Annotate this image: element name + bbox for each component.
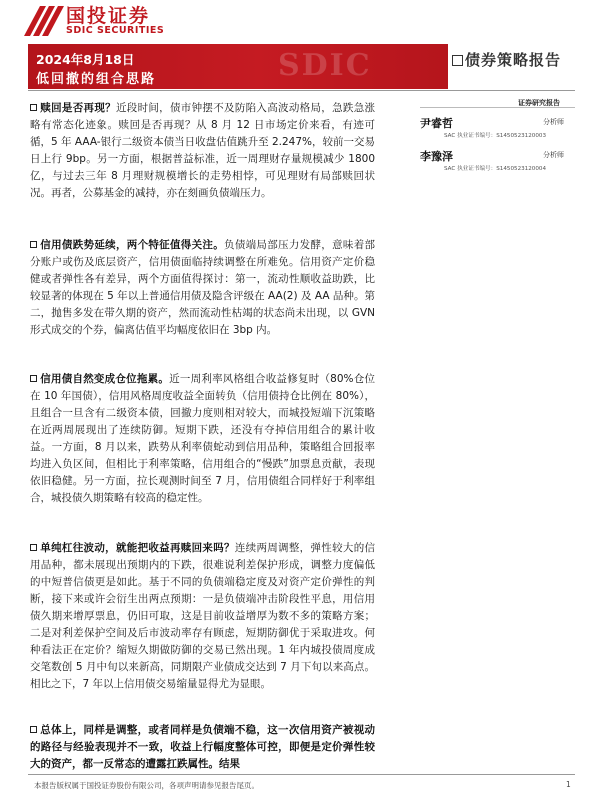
department-label: 证券研究报告: [518, 99, 560, 107]
paragraph-lead: 信用债跌势延续，两个特征值得关注。: [40, 239, 225, 251]
analyst-name: 尹睿哲: [420, 117, 453, 130]
paragraph-text: 近一周利率风格组合收益修复时（80%仓位在 10 年国债），信用风格周度收益全面转负（信用债持仓比例在 80%），且组合一旦含有二级资本债，回撤力度则相对较大，而城投短端下沉策略在近两周展现出了连续防御。短期下跌，还没有夺掉信用组合的累计收益。一方面，8 月以来，跌势从利率债蛇动到信用品种，策略组合回报率均进入负区间，但相比于利率策略，信用组合的“慢跌”加票息贡献，表现依旧稳健。另一方面，拉长观测时间至 7 月，信用债组合同样好于利率组合，城投债久期策略有较高的稳定性。: [30, 373, 376, 504]
logo-stripes-icon: [28, 8, 60, 34]
paragraph: [30, 540, 375, 693]
paragraph-text: 负债端局部压力发酵，意味着部分账户或伤及底层资产，信用债面临持续调整在所难免。信用资产定价稳健或者弹性各有差异，两个方面值得探讨：第一，流动性顺收益助跌，比较显著的体现在 5 年以上普通信用债及隐含评级在 AA(2) 及 AA 品种。第二，抛售多发在带久期的资产，然而流动性枯竭的状态尚未出现，以 GVN 形式成交的个券，偏离估值平均幅度依旧在 3bp 内。: [30, 239, 375, 336]
report-date: 2024年8月18日: [36, 52, 135, 67]
logo-name-en: SDIC SECURITIES: [66, 25, 165, 36]
paragraph: [30, 371, 375, 507]
paragraph-lead: 信用债自然变成仓位拖累。: [40, 373, 170, 385]
analyst-role: 分析师: [543, 151, 564, 159]
bullet-square-icon: [30, 544, 37, 551]
bullet-square-icon: [30, 241, 37, 248]
paragraph-lead: 赎回是否再现？: [40, 102, 116, 114]
report-title: 低回撤的组合思路: [36, 72, 157, 87]
sidebar-divider: [420, 107, 575, 108]
bullet-square-icon: [30, 726, 37, 733]
title-banner: [28, 44, 448, 89]
paragraph-text: 连续两周调整，弹性较大的信用品种，都未展现出预期内的下跌，很难说利差保护形成，调整力度偏低的中短普信债更是如此。基于不同的负债端稳定度及对资产定价弹性的判断，接下来或许会衍生出两点预期：一是负债端冲击阶段性平息，用信用债久期来增厚票息，仍旧可取，这是目前收益增厚为数不多的策略方案；二是对利差保护空间及后市波动率存有顾虑，短期防御优于采取进攻。何种看法正在定价？缩短久期做防御的交易已然出现。1 年内城投债周度成交笔数创 5 月中旬以来新高，同期限产业债成交达到 7 月下旬以来高点。相比之下，7 年以上信用债交易缩量显得尤为显眼。: [30, 542, 376, 690]
report-type-label: 债券策略报告: [465, 51, 562, 69]
analyst-role: 分析师: [543, 118, 564, 126]
analyst-name: 李豫泽: [420, 150, 453, 163]
analyst-cert: SAC 执业证书编号：S1450523120003: [444, 133, 547, 139]
paragraph-text: 近段时间，债市钟摆不及防陷入高波动格局，急跌急涨略有常态化迹象。赎回是否再现？从 8 月 12 日市场定价来看，有迹可循，5 年 AAA-银行二级资本债当日收盘估值跳升至 2.247%，较前一交易日上行 9bp。另一方面，根据普益标准，近一周理财存量规模减少 1800 亿，与过去三年 8 月理财规模增长的走势相悖，可见理财有局部赎回状况。再者，公募基金的减持，亦在刻画负债端压力。: [30, 102, 376, 199]
paragraph-lead: 总体上，同样是调整，或者同样是负债端不稳，这一次信用资产被视动的路径与经验表现并不一致，收益上行幅度整体可控，即便是定价弹性较大的资产，都一反常态的遭露扛跌属性。结果: [30, 724, 375, 770]
header-divider: [28, 90, 575, 91]
footer-divider: [28, 774, 575, 775]
paragraph: [30, 237, 375, 339]
logo-name-cn: 国投证券: [66, 5, 151, 27]
footer-disclaimer: 本报告版权属于国投证券股份有限公司，各项声明请参见报告尾页。: [34, 781, 259, 790]
paragraph: [30, 100, 375, 202]
banner-watermark: SDIC: [278, 48, 372, 83]
paragraph-lead: 单纯杠往波动，就能把收益再赎回来吗？: [40, 542, 235, 554]
report-type-square-icon: [452, 55, 463, 66]
bullet-square-icon: [30, 375, 37, 382]
company-logo: [28, 6, 164, 36]
bullet-square-icon: [30, 104, 37, 111]
report-type: [452, 49, 561, 70]
analyst-cert: SAC 执业证书编号：S1450523120004: [444, 166, 547, 172]
page-number: 1: [566, 780, 571, 789]
paragraph: [30, 722, 375, 773]
